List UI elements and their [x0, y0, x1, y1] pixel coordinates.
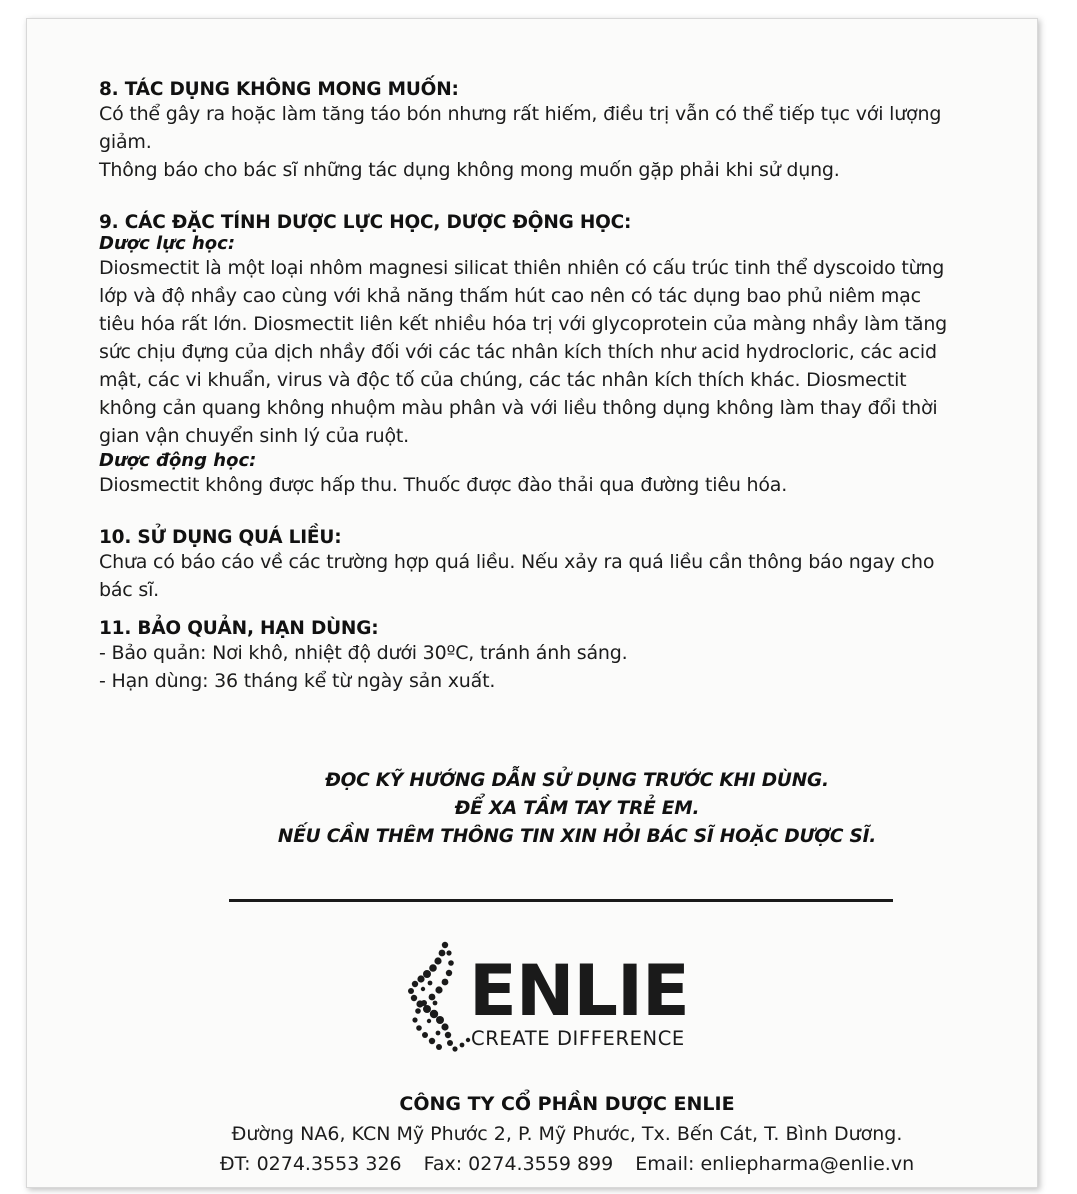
- pharmacodynamics-line: mật, các vi khuẩn, virus và độc tố của chúng, các tác nhân kích thích khác. Diosmectit: [99, 369, 907, 391]
- pharmacodynamics-line: Diosmectit là một loại nhôm magnesi silicat thiên nhiên có cấu trúc tinh thể dyscoido từng: [99, 257, 945, 279]
- company-phone: ĐT: 0274.3553 326: [219, 1153, 402, 1175]
- warning-line: ĐỌC KỸ HƯỚNG DẪN SỬ DỤNG TRƯỚC KHI DÙNG.: [325, 770, 829, 791]
- logo-dot: [423, 970, 431, 978]
- logo-dot: [412, 1017, 417, 1022]
- warning-line: ĐỂ XA TẦM TAY TRẺ EM.: [454, 798, 700, 819]
- section-10-line: Chưa có báo cáo về các trường hợp quá liều. Nếu xảy ra quá liều cần thông báo ngay cho: [99, 551, 935, 573]
- enlie-logo: [405, 937, 735, 1057]
- logo-dot: [448, 960, 454, 966]
- pharmacodynamics-title: Dược lực học:: [99, 233, 236, 254]
- logo-dot: [439, 950, 446, 957]
- logo-brand: ENLIE: [469, 950, 689, 1032]
- pharmacodynamics-line: không cản quang không nhuộm màu phân và với liều thông dụng không làm thay đổi thời: [99, 397, 938, 419]
- logo-dot: [430, 1010, 438, 1018]
- logo-dot: [436, 1044, 442, 1050]
- section-9-title: 9. CÁC ĐẶC TÍNH DƯỢC LỰC HỌC, DƯỢC ĐỘNG HỌC:: [99, 212, 632, 233]
- warning-line: NẾU CẦN THÊM THÔNG TIN XIN HỎI BÁC SĨ HOẶC DƯỢC SĨ.: [277, 826, 877, 847]
- logo-dot: [428, 981, 433, 986]
- logo-dot: [452, 1046, 457, 1051]
- logo-dot: [429, 994, 436, 1001]
- logo-dot: [441, 1023, 448, 1030]
- company-contacts: [187, 1149, 947, 1179]
- logo-dot: [422, 1032, 428, 1038]
- company-name: CÔNG TY CỔ PHẦN DƯỢC ENLIE: [399, 1093, 735, 1115]
- logo-dot: [436, 1016, 444, 1024]
- leaflet-content: [99, 79, 1038, 695]
- section-8-title: 8. TÁC DỤNG KHÔNG MONG MUỐN:: [99, 79, 459, 100]
- section-10-title: 10. SỬ DỤNG QUÁ LIỀU:: [99, 527, 342, 548]
- company-email: Email: enliepharma@enlie.vn: [635, 1153, 915, 1175]
- logo-dot: [442, 942, 448, 948]
- divider-rule: [229, 899, 893, 902]
- leaflet-page: [26, 18, 1038, 1188]
- section-11-line: - Hạn dùng: 36 tháng kể từ ngày sản xuất.: [99, 670, 496, 692]
- pharmacokinetics-title: Dược động học:: [99, 450, 257, 471]
- pharmacodynamics-line: sức chịu đựng của dịch nhầy đối với các tác nhân kích thích như acid hydrocloric, các acid: [99, 341, 937, 363]
- logo-dot: [436, 1031, 441, 1036]
- logo-dot: [421, 1000, 427, 1006]
- section-8-line: Có thể gây ra hoặc làm tăng táo bón nhưng rất hiếm, điều trị vẫn có thể tiếp tục với lượng: [99, 103, 942, 125]
- pharmacodynamics-line: gian vận chuyển sinh lý của ruột.: [99, 425, 409, 447]
- logo-dot: [411, 995, 417, 1001]
- logo-dot: [446, 950, 451, 955]
- logo-dot: [423, 1005, 431, 1013]
- logo-dot: [416, 1025, 422, 1031]
- logo-tagline: CREATE DIFFERENCE: [471, 1027, 685, 1050]
- logo-dot: [429, 1038, 435, 1044]
- pharmacokinetics-line: Diosmectit không được hấp thu. Thuốc được đào thải qua đường tiêu hóa.: [99, 474, 788, 496]
- section-8-line: Thông báo cho bác sĩ những tác dụng không mong muốn gặp phải khi sử dụng.: [99, 159, 840, 181]
- logo-dot: [434, 957, 441, 964]
- logo-dot: [446, 970, 452, 976]
- logo-dot: [412, 981, 418, 987]
- dna-dots-icon: [405, 937, 735, 1057]
- section-11-title: 11. BẢO QUẢN, HẠN DÙNG:: [99, 618, 379, 639]
- pharmacodynamics-line: tiêu hóa rất lớn. Diosmectit liên kết nhiều hóa trị với glycoprotein của màng nhầy làm tăng: [99, 313, 948, 335]
- logo-dot: [429, 964, 437, 972]
- logo-dot: [415, 1008, 421, 1014]
- logo-dot: [408, 988, 414, 994]
- logo-dot: [442, 979, 449, 986]
- pharmacodynamics-line: lớp và độ nhầy cao cùng với khả năng thấm hút cao nên có tác dụng bao phủ niêm mạc: [99, 285, 921, 307]
- logo-dot: [445, 1032, 451, 1038]
- logo-dot: [433, 1001, 438, 1006]
- section-10-line: bác sĩ.: [99, 579, 160, 601]
- logo-dot: [427, 1019, 431, 1023]
- logo-dot: [447, 1040, 453, 1046]
- company-fax: Fax: 0274.3559 899: [423, 1153, 614, 1175]
- company-info: [187, 1089, 947, 1179]
- logo-dot: [466, 1038, 470, 1042]
- section-11-line: - Bảo quản: Nơi khô, nhiệt độ dưới 30ºC, tránh ánh sáng.: [99, 642, 628, 664]
- logo-dot: [460, 1043, 465, 1048]
- section-8-line: giảm.: [99, 131, 152, 153]
- logo-dot: [435, 986, 442, 993]
- company-address: Đường NA6, KCN Mỹ Phước 2, P. Mỹ Phước, Tx. Bến Cát, T. Bình Dương.: [231, 1123, 903, 1145]
- logo-dot: [421, 987, 425, 991]
- logo-dot: [417, 975, 424, 982]
